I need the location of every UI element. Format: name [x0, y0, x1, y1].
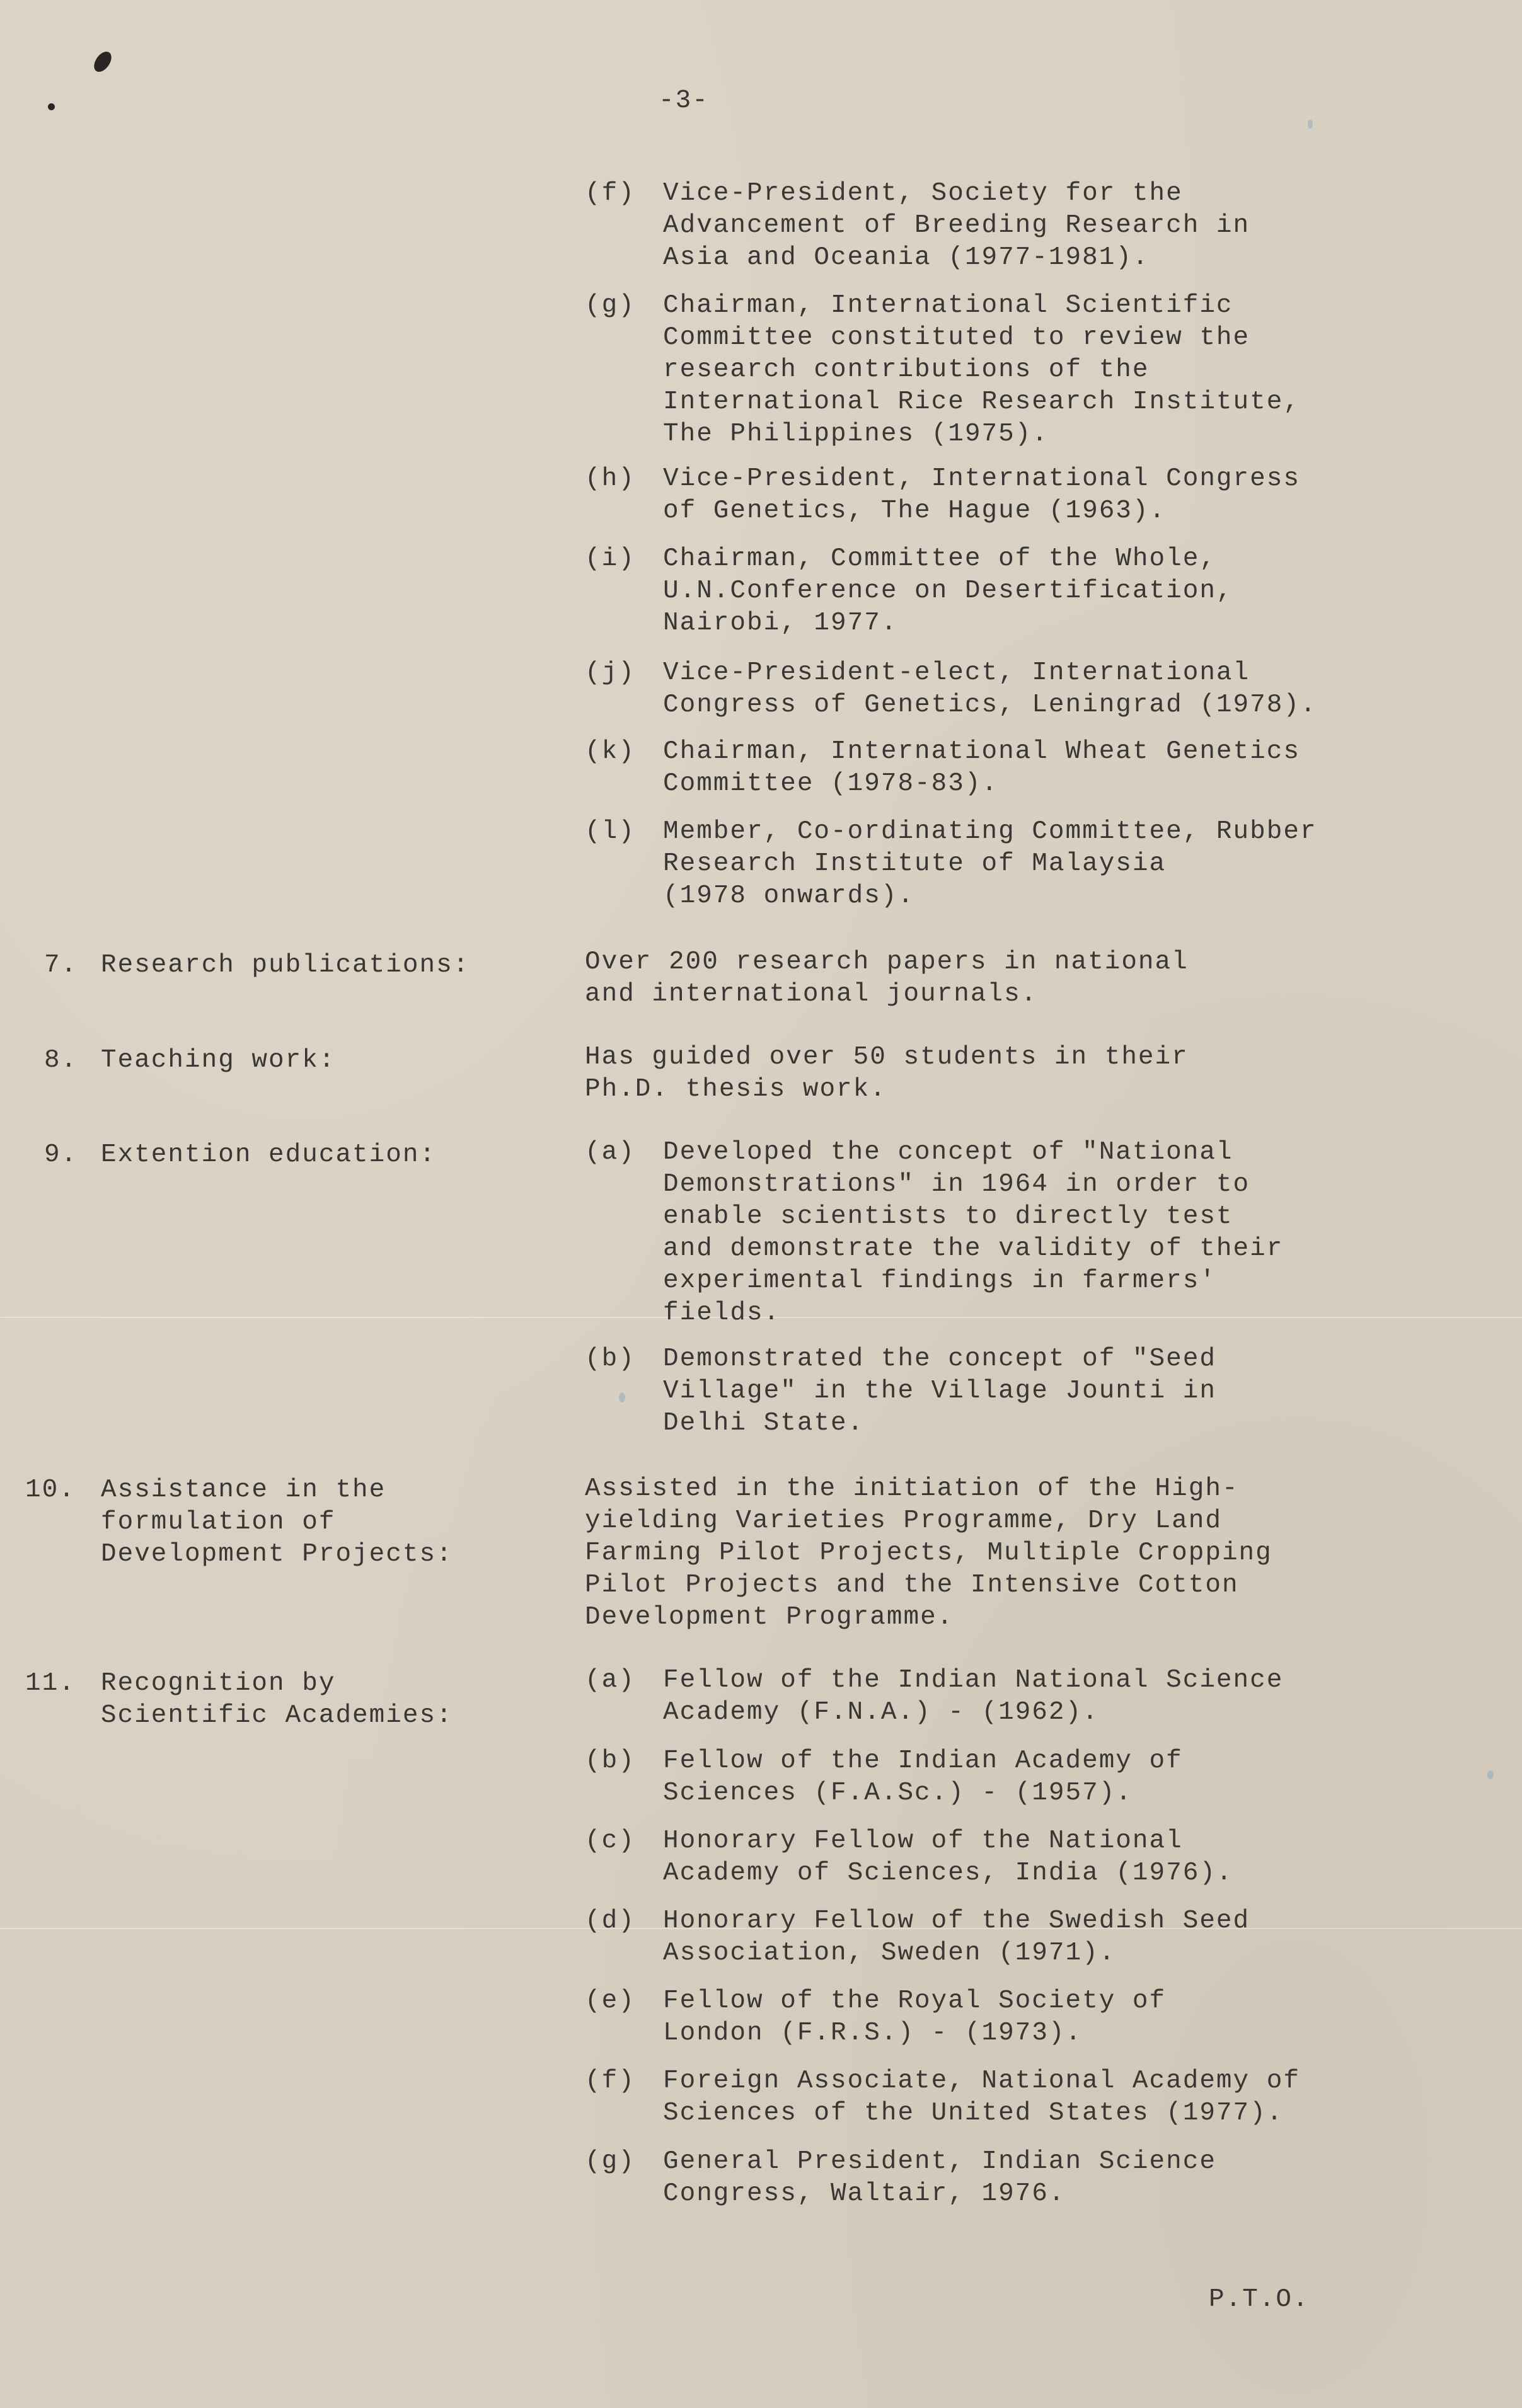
- text-line: Over 200 research papers in national: [585, 948, 1189, 977]
- text-line: Demonstrations" in 1964 in order to: [663, 1170, 1250, 1199]
- item-text: [663, 2065, 1300, 2130]
- ink-blot: [91, 49, 115, 75]
- text-line: Committee constituted to review the: [663, 323, 1250, 352]
- text-line: Honorary Fellow of the National: [663, 1826, 1183, 1855]
- item-text: [663, 1985, 1166, 2050]
- text-line: Association, Sweden (1971).: [663, 1939, 1116, 1968]
- text-line: Has guided over 50 students in their: [585, 1043, 1189, 1072]
- item-text: [663, 543, 1233, 639]
- text-line: Honorary Fellow of the Swedish Seed: [663, 1906, 1250, 1935]
- section-label: [101, 1474, 453, 1571]
- text-line: Pilot Projects and the Intensive Cotton: [585, 1571, 1239, 1600]
- text-line: Nairobi, 1977.: [663, 609, 898, 638]
- item-label: (f): [585, 179, 635, 208]
- text-line: General President, Indian Science: [663, 2147, 1216, 2176]
- item-text: [663, 463, 1300, 527]
- section-number: 8.: [44, 1046, 78, 1075]
- ink-spot: [1308, 120, 1313, 129]
- text-line: Vice-President, Society for the: [663, 179, 1183, 208]
- text-line: Asia and Oceania (1977-1981).: [663, 243, 1150, 272]
- text-line: Chairman, International Scientific: [663, 291, 1233, 320]
- item-text: [663, 657, 1317, 721]
- section-number: 11.: [25, 1669, 76, 1698]
- item-label: (i): [585, 544, 635, 573]
- item-text: [663, 178, 1250, 274]
- item-text: [663, 290, 1300, 450]
- text-line: Delhi State.: [663, 1409, 865, 1438]
- label-line: Development Projects:: [101, 1540, 453, 1569]
- item-label: (h): [585, 464, 635, 493]
- text-line: Academy (F.N.A.) - (1962).: [663, 1698, 1099, 1727]
- text-line: Farming Pilot Projects, Multiple Cropping: [585, 1539, 1272, 1568]
- text-line: Demonstrated the concept of "Seed: [663, 1344, 1216, 1373]
- item-label: (a): [585, 1138, 635, 1167]
- item-text: [663, 1343, 1216, 1440]
- item-text: [663, 1745, 1183, 1809]
- item-label: (e): [585, 1987, 635, 2015]
- item-label: (b): [585, 1746, 635, 1775]
- text-line: Committee (1978-83).: [663, 769, 999, 798]
- item-label: (a): [585, 1666, 635, 1695]
- item-text: [663, 1665, 1283, 1729]
- text-line: experimental findings in farmers': [663, 1266, 1216, 1295]
- text-line: Fellow of the Indian National Science: [663, 1666, 1284, 1695]
- item-label: (c): [585, 1826, 635, 1855]
- text-line: Congress, Waltair, 1976.: [663, 2179, 1066, 2208]
- text-line: and demonstrate the validity of their: [663, 1234, 1284, 1263]
- label-line: Scientific Academies:: [101, 1701, 453, 1730]
- item-label: (b): [585, 1344, 635, 1373]
- text-line: Vice-President-elect, International: [663, 658, 1250, 687]
- text-line: Member, Co-ordinating Committee, Rubber: [663, 817, 1317, 846]
- item-text: [663, 816, 1317, 912]
- section-label: Teaching work:: [101, 1046, 336, 1075]
- item-text: [663, 1905, 1250, 1969]
- text-line: International Rice Research Institute,: [663, 387, 1300, 416]
- text-line: Development Programme.: [585, 1603, 954, 1632]
- text-line: research contributions of the: [663, 355, 1150, 384]
- text-line: Chairman, Committee of the Whole,: [663, 544, 1216, 573]
- research-publications-text: [585, 946, 1189, 1011]
- text-line: Fellow of the Royal Society of: [663, 1987, 1167, 2015]
- section-number: 7.: [44, 951, 78, 980]
- text-line: yielding Varieties Programme, Dry Land: [585, 1506, 1222, 1535]
- text-line: Vice-President, International Congress: [663, 464, 1300, 493]
- section-label: [101, 1668, 453, 1732]
- text-line: London (F.R.S.) - (1973).: [663, 2019, 1083, 2048]
- text-line: Assisted in the initiation of the High-: [585, 1474, 1239, 1503]
- text-line: Advancement of Breeding Research in: [663, 211, 1250, 240]
- item-label: (j): [585, 658, 635, 687]
- item-label: (f): [585, 2067, 635, 2096]
- label-line: Recognition by: [101, 1669, 336, 1698]
- text-line: Village" in the Village Jounti in: [663, 1377, 1216, 1406]
- text-line: Fellow of the Indian Academy of: [663, 1746, 1183, 1775]
- text-line: U.N.Conference on Desertification,: [663, 576, 1233, 605]
- text-line: (1978 onwards).: [663, 881, 915, 910]
- item-text: [663, 1825, 1233, 1889]
- text-line: Developed the concept of "National: [663, 1138, 1233, 1167]
- text-line: Academy of Sciences, India (1976).: [663, 1859, 1233, 1888]
- text-line: Ph.D. thesis work.: [585, 1075, 887, 1104]
- text-line: Sciences (F.A.Sc.) - (1957).: [663, 1779, 1133, 1808]
- item-label: (k): [585, 737, 635, 766]
- item-label: (d): [585, 1906, 635, 1935]
- text-line: fields.: [663, 1299, 781, 1327]
- ink-spot: [1487, 1770, 1494, 1779]
- page-number: -3-: [659, 86, 709, 115]
- page-turn-note: P.T.O.: [1209, 2285, 1310, 2314]
- section-number: 10.: [25, 1476, 76, 1505]
- development-projects-text: [585, 1473, 1272, 1634]
- text-line: and international journals.: [585, 980, 1038, 1009]
- teaching-work-text: [585, 1041, 1189, 1106]
- text-line: Sciences of the United States (1977).: [663, 2099, 1284, 2128]
- section-number: 9.: [44, 1140, 78, 1169]
- item-text: [663, 736, 1300, 800]
- item-label: (l): [585, 817, 635, 846]
- section-label: Extention education:: [101, 1140, 437, 1169]
- item-text: [663, 1137, 1283, 1329]
- item-text: [663, 2146, 1216, 2210]
- label-line: Assistance in the: [101, 1476, 386, 1505]
- item-label: (g): [585, 2147, 635, 2176]
- text-line: Congress of Genetics, Leningrad (1978).: [663, 691, 1317, 720]
- label-line: formulation of: [101, 1508, 336, 1537]
- text-line: The Philippines (1975).: [663, 420, 1049, 449]
- section-label: Research publications:: [101, 951, 470, 980]
- text-line: Research Institute of Malaysia: [663, 849, 1167, 878]
- text-line: of Genetics, The Hague (1963).: [663, 496, 1167, 525]
- text-line: Foreign Associate, National Academy of: [663, 2067, 1300, 2096]
- ink-blot: [48, 103, 55, 110]
- ink-spot: [619, 1392, 625, 1402]
- item-label: (g): [585, 291, 635, 320]
- text-line: enable scientists to directly test: [663, 1202, 1233, 1231]
- text-line: Chairman, International Wheat Genetics: [663, 737, 1300, 766]
